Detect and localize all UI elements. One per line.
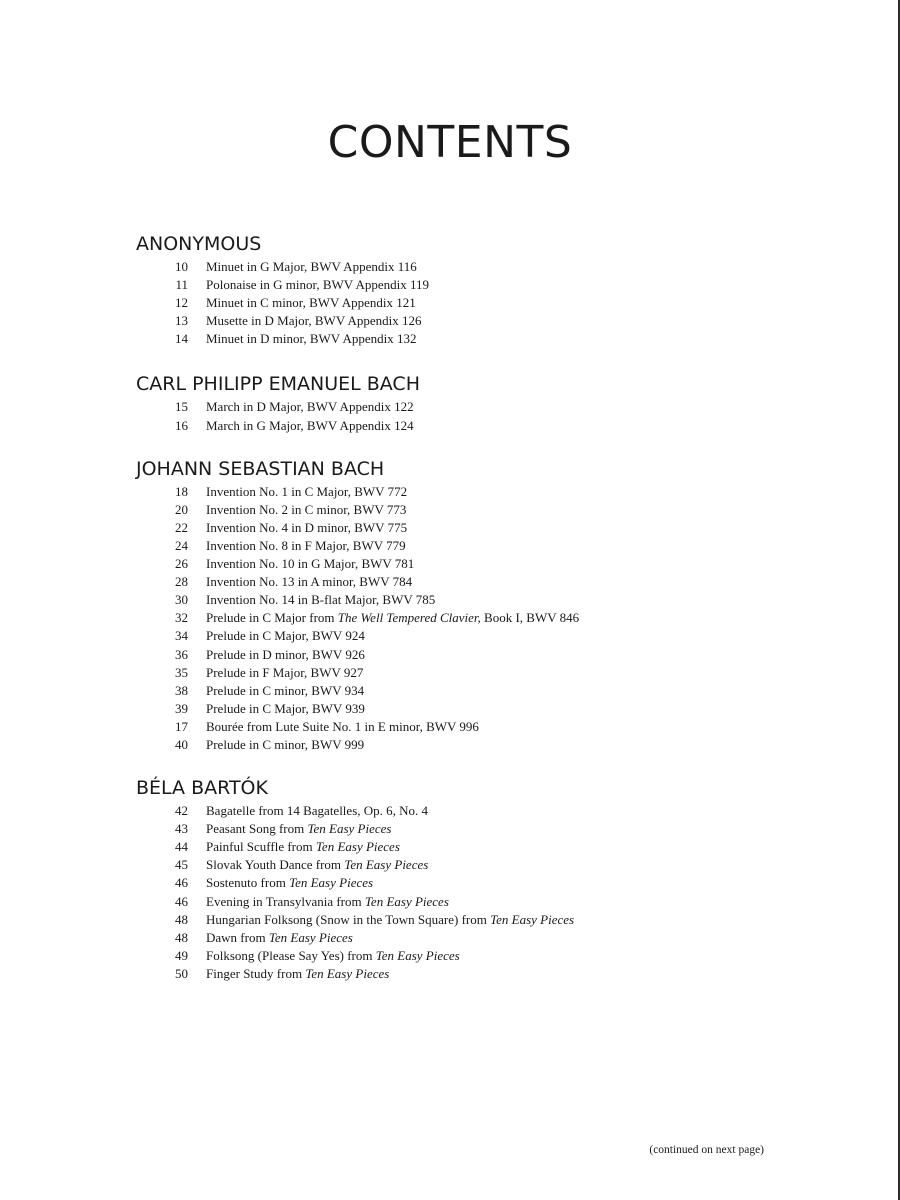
page-number: 48	[175, 911, 188, 927]
title-text: Invention No. 14 in B-flat Major, BWV 785	[206, 592, 436, 608]
piece-title	[206, 966, 389, 981]
page-number: 28	[175, 574, 188, 590]
title-text: Invention No. 8 in F Major, BWV 779	[206, 537, 406, 553]
page-title: CONTENTS	[327, 117, 573, 169]
contents-entry	[136, 820, 836, 838]
page-number: 30	[175, 592, 188, 608]
piece-title	[206, 277, 429, 292]
collection-title: Ten Easy Pieces	[315, 839, 400, 855]
title-text: Polonaise in G minor, BWV Appendix 119	[206, 277, 429, 293]
title-text: Book I, BWV 846	[480, 610, 580, 626]
contents-entry	[136, 330, 836, 348]
contents-entry	[136, 700, 836, 718]
title-text: Sostenuto from	[206, 875, 290, 891]
contents-entry	[136, 519, 836, 537]
page-number: 38	[175, 682, 188, 698]
contents-entry	[136, 646, 836, 664]
title-text: Evening in Transylvania from	[206, 893, 365, 909]
contents-entry	[136, 911, 836, 929]
contents-entry	[136, 965, 836, 983]
piece-title	[206, 875, 373, 890]
title-text: Prelude in C Major from	[206, 610, 338, 626]
page-number: 49	[175, 947, 188, 963]
piece-title	[206, 399, 414, 414]
contents-entry	[136, 929, 836, 947]
title-text: Painful Scuffle from	[206, 839, 316, 855]
collection-title: Ten Easy Pieces	[307, 821, 392, 837]
title-text: Prelude in C minor, BWV 999	[206, 736, 365, 752]
page-number: 35	[175, 664, 188, 680]
piece-title	[206, 683, 364, 698]
page-number: 43	[175, 821, 188, 837]
title-text: March in D Major, BWV Appendix 122	[206, 399, 414, 415]
piece-title	[206, 484, 407, 499]
title-text: Bourée from Lute Suite No. 1 in E minor, BWV 996	[206, 718, 479, 734]
contents-entry	[136, 627, 836, 645]
contents-entry	[136, 294, 836, 312]
title-text: Invention No. 4 in D minor, BWV 775	[206, 519, 408, 535]
contents-entry	[136, 312, 836, 330]
contents-list	[136, 210, 836, 983]
title-text: Prelude in C minor, BWV 934	[206, 682, 365, 698]
title-text: Minuet in G Major, BWV Appendix 116	[206, 259, 417, 274]
piece-title	[206, 701, 365, 716]
piece-title	[206, 665, 363, 680]
title-text: Hungarian Folksong (Snow in the Town Square) from	[206, 911, 491, 927]
contents-entry	[136, 874, 836, 892]
title-text: Bagatelle from 14 Bagatelles, Op. 6, No. 4	[206, 803, 429, 819]
page-number: 42	[175, 803, 188, 819]
piece-title	[206, 592, 435, 607]
page-number: 39	[175, 700, 188, 716]
page-number: 10	[175, 259, 188, 274]
collection-title: Ten Easy Pieces	[344, 857, 429, 873]
page-number: 15	[175, 399, 188, 415]
title-text: Slovak Youth Dance from	[206, 857, 345, 873]
piece-title	[206, 313, 422, 328]
collection-title: Ten Easy Pieces	[289, 875, 374, 891]
title-text: Invention No. 2 in C minor, BWV 773	[206, 501, 407, 517]
collection-title: The Well Tempered Clavier,	[337, 610, 481, 626]
contents-entry	[136, 483, 836, 501]
piece-title	[206, 295, 416, 310]
page-number: 18	[175, 483, 188, 499]
title-text: Peasant Song from	[206, 821, 308, 837]
title-text: Minuet in D minor, BWV Appendix 132	[206, 331, 417, 347]
contents-entry	[136, 838, 836, 856]
contents-entry	[136, 856, 836, 874]
contents-entry	[136, 718, 836, 736]
piece-title	[206, 894, 449, 909]
title-text: Minuet in C minor, BWV Appendix 121	[206, 295, 416, 311]
contents-entry	[136, 573, 836, 591]
piece-title	[206, 574, 412, 589]
page-number: 11	[175, 277, 188, 293]
contents-entry	[136, 893, 836, 911]
page-number: 26	[175, 556, 188, 572]
contents-entry	[136, 537, 836, 555]
contents-entry	[136, 417, 836, 435]
piece-title	[206, 737, 364, 752]
collection-title: Ten Easy Pieces	[268, 929, 353, 945]
piece-title	[206, 520, 407, 535]
page-number: 48	[175, 929, 188, 945]
piece-title	[206, 538, 406, 553]
piece-title	[206, 912, 574, 927]
page-number: 46	[175, 875, 188, 891]
collection-title: Ten Easy Pieces	[375, 947, 460, 963]
page-number: 20	[175, 501, 188, 517]
title-text: Prelude in C Major, BWV 939	[206, 700, 365, 716]
page-number: 46	[175, 893, 188, 909]
page-number: 12	[175, 295, 188, 311]
contents-entry	[136, 802, 836, 820]
page-number: 40	[175, 736, 188, 752]
page-number: 36	[175, 646, 188, 662]
contents-entry	[136, 276, 836, 294]
contents-entry	[136, 591, 836, 609]
contents-entry	[136, 609, 836, 627]
page-number: 22	[175, 519, 188, 535]
composer-heading: BÉLA BARTÓK	[136, 777, 268, 800]
contents-entry	[136, 398, 836, 416]
piece-title	[206, 610, 579, 625]
composer-section	[136, 230, 836, 348]
contents-entry	[136, 555, 836, 573]
composer-heading: ANONYMOUS	[136, 233, 262, 255]
piece-title	[206, 556, 414, 571]
composer-heading: JOHANN SEBASTIAN BACH	[136, 457, 385, 480]
piece-title	[206, 821, 391, 836]
composer-section	[136, 774, 836, 983]
page-number: 45	[175, 857, 188, 873]
title-text: Finger Study from	[206, 965, 306, 981]
piece-title	[206, 628, 365, 643]
piece-title	[206, 839, 400, 854]
piece-title	[206, 930, 353, 945]
page-number: 24	[175, 537, 188, 553]
collection-title: Ten Easy Pieces	[490, 911, 575, 927]
contents-entry	[136, 664, 836, 682]
piece-title	[206, 331, 416, 346]
collection-title: Ten Easy Pieces	[364, 893, 449, 909]
piece-title	[206, 502, 406, 517]
title-text: Musette in D Major, BWV Appendix 126	[206, 313, 422, 329]
collection-title: Ten Easy Pieces	[305, 965, 390, 981]
title-text: Prelude in C Major, BWV 924	[206, 628, 365, 644]
page-number: 13	[175, 313, 188, 329]
title-text: Invention No. 13 in A minor, BWV 784	[206, 574, 413, 590]
piece-title	[206, 719, 479, 734]
piece-title	[206, 647, 365, 662]
page-number: 34	[175, 628, 188, 644]
title-text: Folksong (Please Say Yes) from	[206, 947, 376, 963]
piece-title	[206, 948, 460, 963]
piece-title	[206, 857, 428, 872]
contents-entry	[136, 258, 836, 276]
piece-title	[206, 803, 428, 818]
title-text: Invention No. 1 in C Major, BWV 772	[206, 483, 408, 499]
title-text: March in G Major, BWV Appendix 124	[206, 417, 414, 433]
continued-note: (continued on next page)	[649, 1144, 764, 1156]
contents-entry	[136, 947, 836, 965]
composer-heading: CARL PHILIPP EMANUEL BACH	[136, 373, 420, 396]
page-number: 44	[175, 839, 188, 855]
composer-section	[136, 455, 836, 754]
page-number: 14	[175, 331, 188, 347]
piece-title	[206, 259, 417, 274]
contents-entry	[136, 736, 836, 754]
page-number: 16	[175, 417, 188, 433]
composer-section	[136, 370, 836, 434]
title-text: Dawn from	[206, 929, 269, 945]
page-number: 50	[175, 965, 188, 981]
page-number: 17	[175, 718, 188, 734]
title-text: Invention No. 10 in G Major, BWV 781	[206, 556, 415, 572]
page-number: 32	[175, 610, 188, 626]
title-text: Prelude in F Major, BWV 927	[206, 664, 364, 680]
title-text: Prelude in D minor, BWV 926	[206, 646, 365, 662]
contents-entry	[136, 682, 836, 700]
piece-title	[206, 418, 414, 433]
contents-entry	[136, 501, 836, 519]
